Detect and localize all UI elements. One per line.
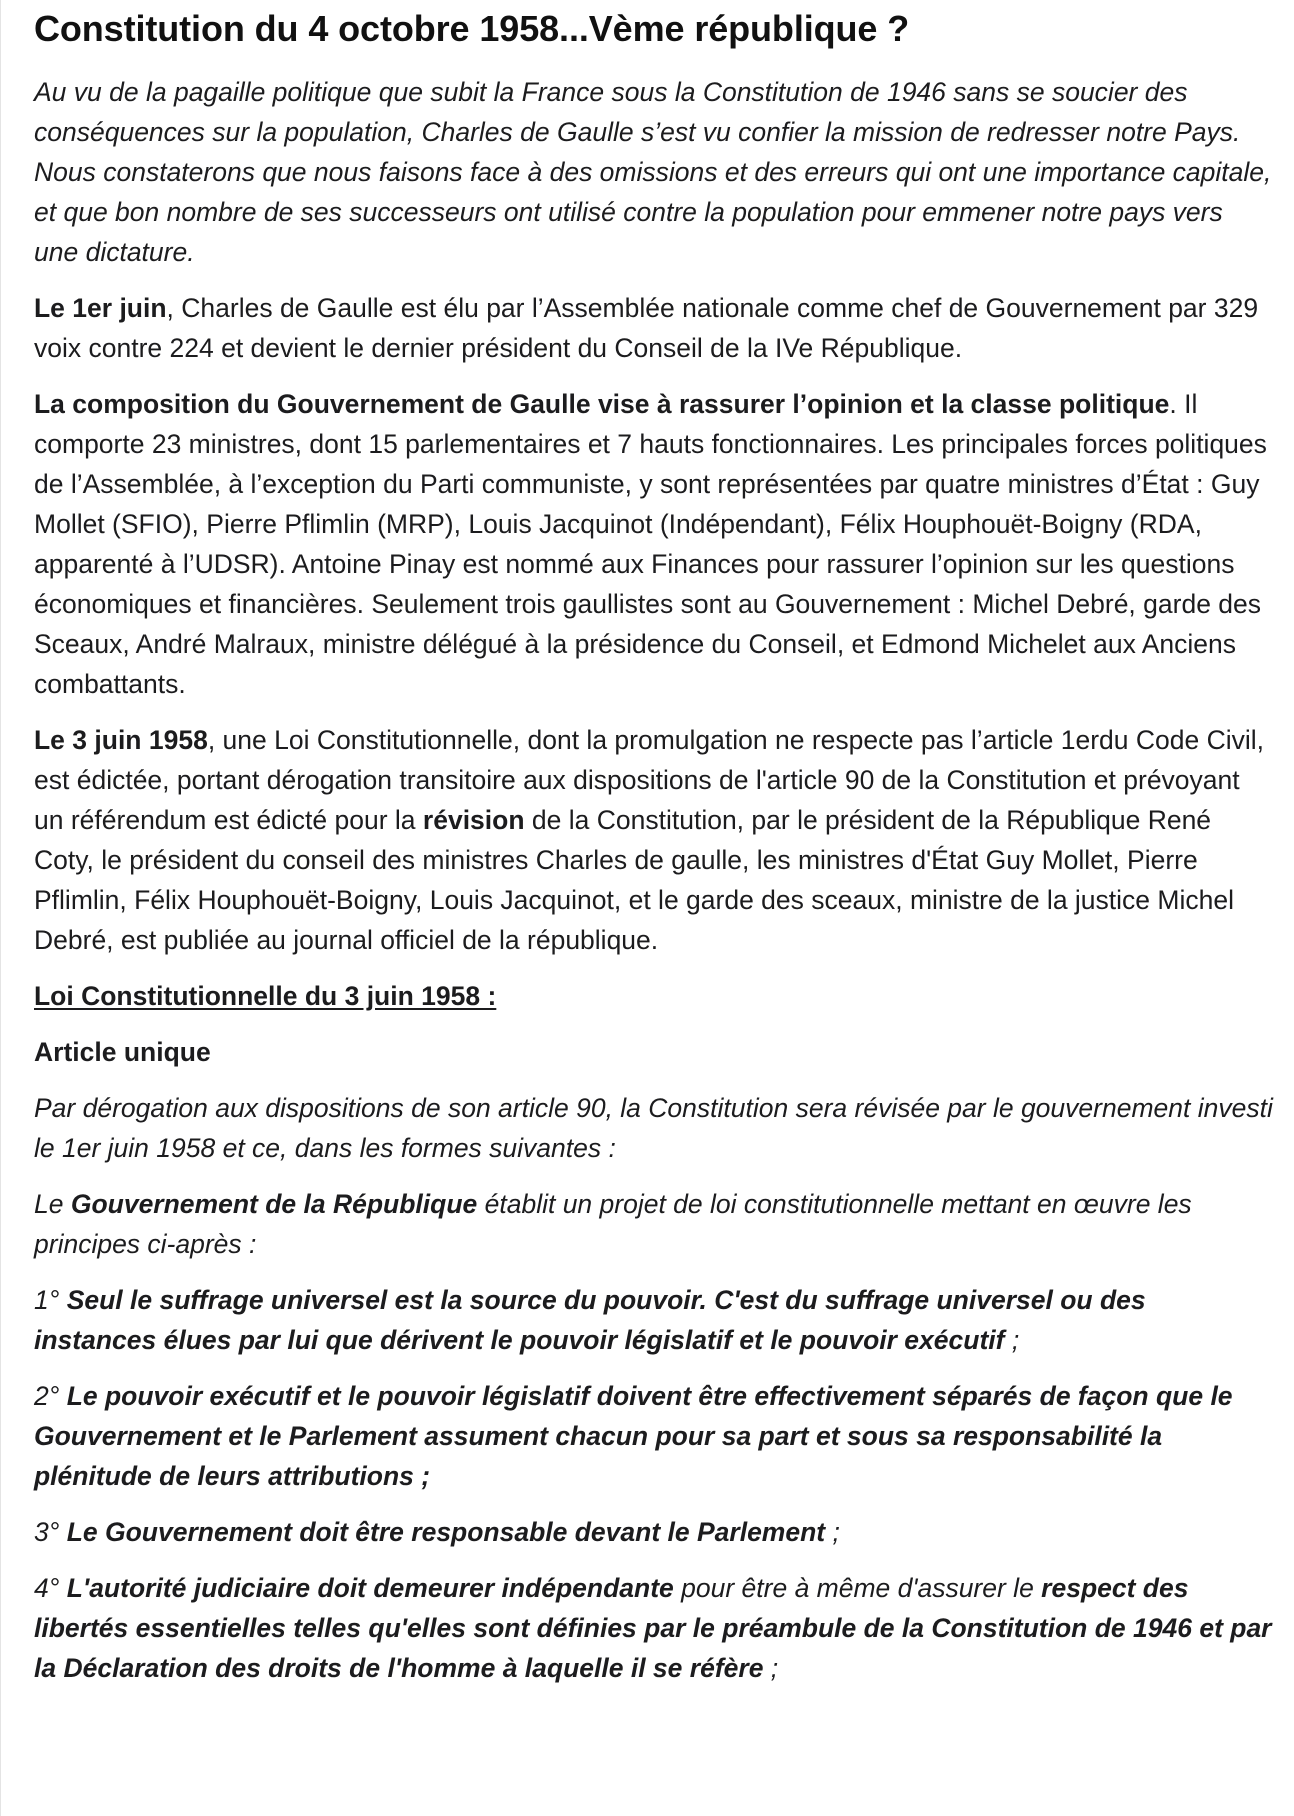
principle-2-number: 2°: [34, 1381, 67, 1411]
paragraph-3-juin-text-2: de la Constitution, par le président de la République René Coty, le président du conseil des ministres Charles de gaulle, les ministres d'État Guy Mollet, Pierre Pflimlin, Félix Houphouët-Boigny, Louis Jacquinot, et le garde des sceaux, ministre de la justice Michel Debré, est publiée au journal officiel de la république.: [34, 805, 1234, 955]
principle-4-bold-2: respect des libertés essentielles telles qu'elles sont définies par le préambule de la Constitution de 1946 et par la Déclaration des droits de l'homme à laquelle il se réfère: [34, 1573, 1272, 1683]
principle-4: [34, 1568, 1274, 1688]
loi-heading: Loi Constitutionnelle du 3 juin 1958 :: [34, 981, 497, 1011]
composition-text: . Il comporte 23 ministres, dont 15 parlementaires et 7 hauts fonctionnaires. Les principales forces politiques de l’Assemblée, à l’exception du Parti communiste, y sont représentées par quatre ministres d’État : Guy Mollet (SFIO), Pierre Pflimlin (MRP), Louis Jacquinot (Indépendant), Félix Houphouët-Boigny (RDA, apparenté à l’UDSR). Antoine Pinay est nommé aux Finances pour rassurer l’opinion sur les questions économiques et financières. Seulement trois gaullistes sont au Gouvernement : Michel Debré, garde des Sceaux, André Malraux, ministre délégué à la présidence du Conseil, et Edmond Michelet aux Anciens combattants.: [34, 389, 1267, 699]
gouvernement-paragraph: [34, 1184, 1274, 1264]
gouvernement-pre: Le: [34, 1189, 71, 1219]
principle-1-bold: Seul le suffrage universel est la source du pouvoir. C'est du suffrage universel ou des instances élues par lui que dérivent le pouvoir législatif et le pouvoir exécutif: [34, 1285, 1146, 1355]
gouvernement-text: établit un projet de loi constitutionnelle mettant en œuvre les principes ci-après :: [34, 1189, 1192, 1259]
paragraph-composition: [34, 384, 1274, 704]
principle-3-bold: Le Gouvernement doit être responsable devant le Parlement: [66, 1517, 826, 1547]
principle-4-number: 4°: [34, 1573, 67, 1603]
revision-word: révision: [422, 805, 525, 835]
gouvernement-bold: Gouvernement de la République: [70, 1189, 478, 1219]
principle-4-bold: L'autorité judiciaire doit demeurer indépendante: [66, 1573, 674, 1603]
principle-2: [34, 1376, 1274, 1496]
principle-4-text: pour être à même d'assurer le: [673, 1573, 1042, 1603]
principle-3: [34, 1512, 1274, 1552]
intro-paragraph: Au vu de la pagaille politique que subit la France sous la Constitution de 1946 sans se soucier des conséquences sur la population, Charles de Gaulle s’est vu confier la mission de redresser notre Pays. Nous constaterons que nous faisons face à des omissions et des erreurs qui ont une importance capitale, et que bon nombre de ses successeurs ont utilisé contre la population pour emmener notre pays vers une dictature.: [34, 77, 1272, 267]
principle-2-bold: Le pouvoir exécutif et le pouvoir législatif doivent être effectivement séparés de façon que le Gouvernement et le Parlement assument chacun pour sa part et sous sa responsabilité la plénitude de leurs attributions ;: [34, 1381, 1233, 1491]
date-3-juin: Le 3 juin 1958: [34, 725, 208, 755]
derogation-paragraph: Par dérogation aux dispositions de son article 90, la Constitution sera révisée par le gouvernement investi le 1er juin 1958 et ce, dans les formes suivantes :: [34, 1093, 1273, 1163]
principle-1-number: 1°: [34, 1285, 67, 1315]
page-title: Constitution du 4 octobre 1958...Vème république ?: [34, 8, 910, 49]
principle-3-end: ;: [825, 1517, 840, 1547]
principle-1-end: ;: [1004, 1325, 1020, 1355]
principle-1: [34, 1280, 1274, 1360]
paragraph-3-juin: [34, 720, 1274, 960]
paragraph-3-juin-text-1: , une Loi Constitutionnelle, dont la promulgation ne respecte pas l’article 1erdu Code Civil, est édictée, portant dérogation transitoire aux dispositions de l'article 90 de la Constitution et prévoyant un référendum est édicté pour la: [34, 725, 1265, 835]
paragraph-1er-juin: [34, 288, 1274, 368]
paragraph-1er-juin-text: , Charles de Gaulle est élu par l’Assemblée nationale comme chef de Gouvernement par 329 voix contre 224 et devient le dernier président du Conseil de la IVe République.: [34, 293, 1259, 363]
composition-lead: La composition du Gouvernement de Gaulle vise à rassurer l’opinion et la classe politique: [34, 389, 1170, 419]
principle-4-end: ;: [763, 1653, 779, 1683]
date-1er-juin: Le 1er juin: [34, 293, 167, 323]
principle-3-number: 3°: [34, 1517, 67, 1547]
article-heading: Article unique: [34, 1037, 211, 1067]
